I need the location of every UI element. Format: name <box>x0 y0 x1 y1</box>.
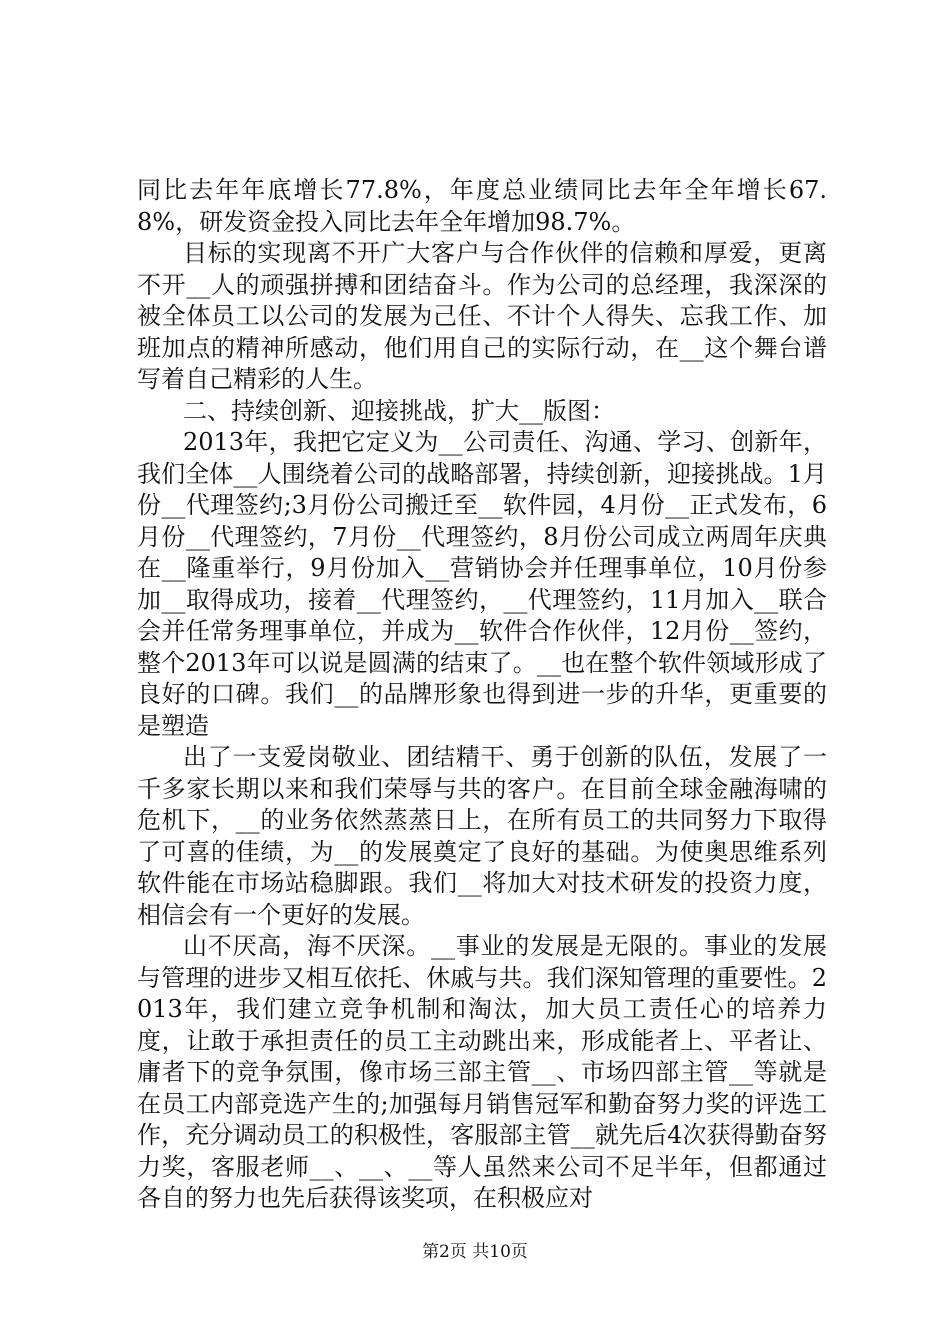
document-body <box>137 175 827 1215</box>
paragraph-2013-milestones: 2013年，我把它定义为__公司责任、沟通、学习、创新年，我们全体__人围绕着公司的战略部署，持续创新，迎接挑战。1月份__代理签约;3月份公司搬迁至__软件园，4月份__正式发布，6月份__代理签约，7月份__代理签约，8月份公司成立两周年庆典在__隆重举行，9月份加入__营销协会并任理事单位，10月份参加__取得成功，接着__代理签约，__代理签约，11月加入__联合会并任常务理事单位，并成为__软件合作伙伴，12月份__签约，整个2013年可以说是圆满的结束了。__也在整个软件领域形成了良好的口碑。我们__的品牌形象也得到进一步的升华，更重要的是塑造 <box>137 428 827 740</box>
paragraph-growth-stats: 同比去年年底增长77.8%，年度总业绩同比去年全年增长67.8%，研发资金投入同比去年全年增加98.7%。 <box>137 176 827 236</box>
paragraph-team-development: 出了一支爱岗敬业、团结精干、勇于创新的队伍，发展了一千多家长期以来和我们荣辱与共的客户。在目前全球金融海啸的危机下，__的业务依然蒸蒸日上，在所有员工的共同努力下取得了可喜的佳绩，为__的发展奠定了良好的基础。为使奥思维系列软件能在市场站稳脚跟。我们__将加大对技术研发的投资力度，相信会有一个更好的发展。 <box>137 743 827 929</box>
paragraph-management: 山不厌高，海不厌深。__事业的发展是无限的。事业的发展与管理的进步又相互依托、休戚与共。我们深知管理的重要性。2013年，我们建立竞争机制和淘汰，加大员工责任心的培养力度，让敢于承担责任的员工主动跳出来，形成能者上、平者让、庸者下的竞争氛围，像市场三部主管__、市场四部主管__等就是在员工内部竞选产生的;加强每月销售冠军和勤奋努力奖的评选工作，充分调动员工的积极性，客服部主管__就先后4次获得勤奋努力奖，客服老师__、__、__等人虽然来公司不足半年，但都通过各自的努力也先后获得该奖项，在积极应对 <box>137 932 827 1212</box>
page-number-footer: 第2页 共10页 <box>422 1242 528 1262</box>
section-heading: 二、持续创新、迎接挑战，扩大__版图： <box>183 396 615 425</box>
paragraph-gratitude: 目标的实现离不开广大客户与合作伙伴的信赖和厚爱，更离不开__人的顽强拼搏和团结奋斗。作为公司的总经理，我深深的被全体员工以公司的发展为己任、不计个人得失、忘我工作、加班加点的精神所感动，他们用自己的实际行动，在__这个舞台谱写着自己精彩的人生。 <box>137 239 827 393</box>
